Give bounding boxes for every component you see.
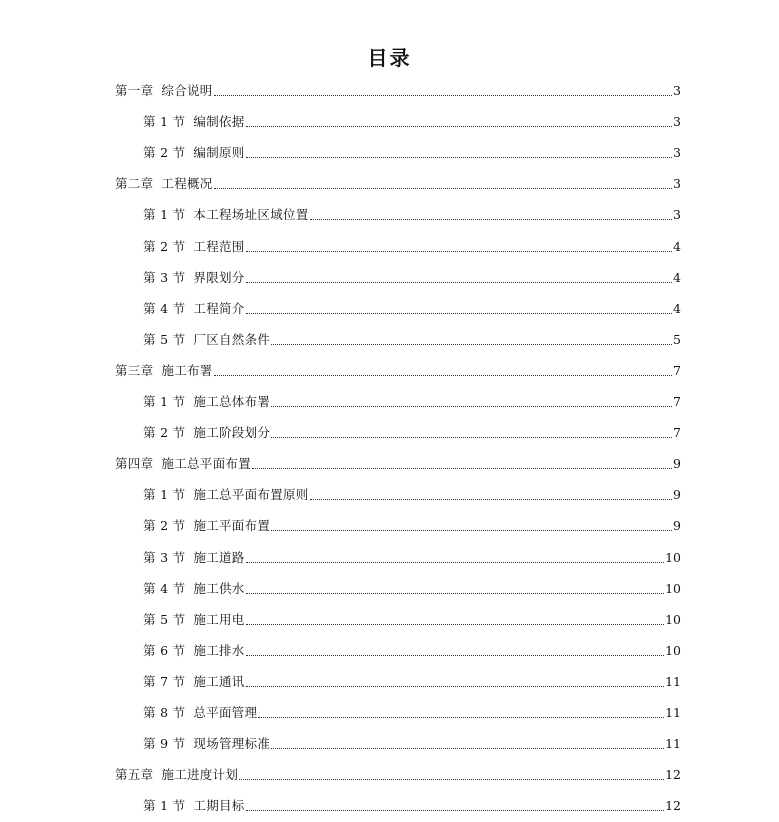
toc-dot-leader	[271, 530, 672, 531]
toc-entry-number: 第 2 节	[143, 238, 186, 254]
toc-entry-text: 施工进度计划	[161, 767, 239, 783]
toc-entry-text: 现场管理标准	[193, 736, 271, 752]
toc-dot-leader	[246, 686, 664, 687]
toc-dot-leader	[310, 219, 672, 220]
toc-entry-text: 工期目标	[193, 798, 245, 814]
toc-page-number: 3	[673, 83, 681, 98]
toc-section-entry[interactable]	[143, 111, 681, 133]
toc-entry-heading	[143, 391, 270, 413]
toc-section-entry[interactable]	[143, 640, 681, 662]
toc-page-number: 9	[673, 487, 681, 503]
toc-chapter-entry[interactable]	[115, 173, 681, 195]
toc-entry-number: 第 9 节	[143, 736, 186, 752]
toc-page-number: 10	[665, 580, 681, 596]
toc-dot-leader	[310, 499, 672, 500]
toc-section-entry[interactable]	[143, 671, 681, 693]
toc-page-number: 10	[665, 642, 681, 658]
toc-page-number: 4	[673, 300, 681, 316]
toc-page-number: 3	[673, 114, 681, 130]
toc-entry-text: 工程概况	[161, 176, 213, 192]
toc-dot-leader	[214, 95, 672, 96]
toc-entry-heading	[115, 453, 251, 475]
toc-entry-text: 厂区自然条件	[193, 331, 271, 347]
toc-entry-number: 第 1 节	[143, 487, 186, 503]
toc-entry-heading	[143, 702, 257, 724]
toc-entry-number: 第 6 节	[143, 642, 186, 658]
toc-entry-heading	[143, 578, 245, 600]
toc-dot-leader	[246, 810, 664, 811]
toc-entry-heading	[143, 422, 270, 444]
toc-entry-number: 第 2 节	[143, 145, 186, 161]
toc-entry-text: 编制原则	[193, 145, 245, 161]
toc-section-entry[interactable]	[143, 702, 681, 724]
toc-entry-text: 施工布署	[161, 362, 213, 378]
toc-entry-number: 第 1 节	[143, 394, 186, 409]
toc-section-entry[interactable]	[143, 578, 681, 600]
toc-entry-number: 第 1 节	[143, 114, 186, 130]
toc-dot-leader	[239, 779, 664, 780]
toc-entry-text: 施工供水	[193, 580, 245, 596]
toc-entry-heading	[115, 360, 213, 382]
toc-entry-text: 工程简介	[193, 300, 245, 316]
toc-entry-number: 第 4 节	[143, 300, 186, 316]
toc-entry-number: 第 8 节	[143, 705, 186, 720]
toc-dot-leader	[252, 468, 672, 469]
toc-entry-heading	[115, 173, 213, 195]
toc-section-entry[interactable]	[143, 422, 681, 444]
toc-entry-heading	[143, 547, 245, 569]
toc-dot-leader	[246, 282, 672, 283]
toc-entry-text: 施工排水	[193, 642, 245, 658]
toc-entry-number: 第三章	[115, 362, 154, 378]
toc-chapter-entry[interactable]	[115, 764, 681, 786]
toc-dot-leader	[271, 406, 672, 407]
toc-entry-number: 第 1 节	[143, 798, 186, 814]
toc-entry-text: 施工总体布署	[193, 394, 271, 409]
toc-page-number: 12	[665, 767, 681, 783]
toc-entry-text: 编制依据	[193, 114, 245, 130]
toc-entry-heading	[115, 764, 238, 786]
toc-section-entry[interactable]	[143, 298, 681, 320]
toc-entry-number: 第五章	[115, 767, 154, 783]
toc-page-number: 7	[673, 425, 681, 441]
toc-dot-leader	[246, 593, 664, 594]
toc-page-number: 4	[673, 269, 681, 285]
toc-page-number: 3	[673, 176, 681, 192]
toc-dot-leader	[246, 313, 672, 314]
toc-section-entry[interactable]	[143, 142, 681, 164]
toc-entry-heading	[143, 671, 245, 693]
toc-section-entry[interactable]	[143, 733, 681, 755]
toc-entry-heading	[143, 204, 309, 226]
toc-dot-leader	[246, 562, 664, 563]
toc-entry-text: 施工道路	[193, 549, 245, 565]
toc-section-entry[interactable]	[143, 515, 681, 537]
toc-section-entry[interactable]	[143, 795, 681, 817]
toc-entry-heading	[143, 298, 245, 320]
toc-entry-number: 第一章	[115, 83, 154, 98]
toc-entry-heading	[143, 329, 270, 351]
toc-entry-number: 第 2 节	[143, 518, 186, 534]
toc-entry-number: 第二章	[115, 176, 154, 192]
toc-entry-heading	[143, 236, 245, 258]
toc-entry-number: 第 3 节	[143, 269, 186, 285]
toc-section-entry[interactable]	[143, 609, 681, 631]
toc-section-entry[interactable]	[143, 484, 681, 506]
toc-page-number: 7	[673, 394, 681, 409]
toc-page-number: 11	[665, 736, 681, 752]
toc-entry-number: 第 3 节	[143, 549, 186, 565]
toc-entry-number: 第 4 节	[143, 580, 186, 596]
toc-section-entry[interactable]	[143, 204, 681, 226]
toc-entry-number: 第四章	[115, 456, 154, 472]
toc-entry-heading	[143, 484, 309, 506]
toc-title: 目录	[367, 46, 412, 70]
toc-entry-number: 第 5 节	[143, 331, 186, 347]
toc-entry-heading	[143, 267, 245, 289]
toc-entry-text: 施工平面布置	[193, 518, 271, 534]
toc-entry-text: 施工总平面布置原则	[193, 487, 309, 503]
toc-entry-text: 总平面管理	[193, 705, 258, 720]
toc-entry-text: 工程范围	[193, 238, 245, 254]
toc-entry-text: 综合说明	[161, 83, 213, 98]
toc-page-number: 7	[673, 362, 681, 378]
toc-page-number: 10	[665, 611, 681, 627]
toc-entry-heading	[143, 515, 270, 537]
toc-entry-text: 界限划分	[193, 269, 245, 285]
toc-entry-number: 第 5 节	[143, 611, 186, 627]
toc-page-number: 3	[673, 145, 681, 161]
toc-page-number: 10	[665, 549, 681, 565]
toc-entry-heading	[143, 142, 245, 164]
toc-entry-heading	[143, 733, 270, 755]
toc-section-entry[interactable]	[143, 547, 681, 569]
toc-dot-leader	[246, 624, 664, 625]
toc-entry-heading	[115, 80, 213, 102]
toc-page-number: 11	[665, 673, 681, 689]
toc-page-number: 3	[673, 207, 681, 223]
toc-entry-text: 施工总平面布置	[161, 456, 252, 472]
toc-dot-leader	[246, 157, 672, 158]
toc-dot-leader	[246, 655, 664, 656]
toc-section-entry[interactable]	[143, 329, 681, 351]
toc-entry-number: 第 7 节	[143, 673, 186, 689]
toc-page-number: 9	[673, 456, 681, 472]
toc-entry-heading	[143, 609, 245, 631]
toc-section-entry[interactable]	[143, 267, 681, 289]
toc-chapter-entry[interactable]	[115, 360, 681, 382]
toc-page-number: 9	[673, 518, 681, 534]
toc-dot-leader	[271, 437, 672, 438]
toc-dot-leader	[271, 748, 664, 749]
toc-entry-text: 施工用电	[193, 611, 245, 627]
toc-page-number: 4	[673, 238, 681, 254]
toc-page-number: 12	[665, 798, 681, 814]
toc-chapter-entry[interactable]	[115, 453, 681, 475]
toc-entry-heading	[143, 640, 245, 662]
toc-entry-heading	[143, 111, 245, 133]
toc-dot-leader	[246, 251, 672, 252]
toc-entry-number: 第 2 节	[143, 425, 186, 441]
toc-entry-text: 本工程场址区域位置	[193, 207, 309, 223]
toc-dot-leader	[214, 375, 672, 376]
toc-page-number: 11	[665, 705, 681, 720]
toc-section-entry[interactable]	[143, 236, 681, 258]
toc-page-number: 5	[673, 331, 681, 347]
toc-entry-number: 第 1 节	[143, 207, 186, 223]
toc-entry-heading	[143, 795, 245, 817]
toc-dot-leader	[271, 344, 672, 345]
toc-chapter-entry[interactable]	[115, 80, 681, 102]
toc-dot-leader	[258, 717, 664, 718]
toc-dot-leader	[246, 126, 672, 127]
toc-entry-text: 施工阶段划分	[193, 425, 271, 441]
toc-dot-leader	[214, 188, 672, 189]
toc-section-entry[interactable]	[143, 391, 681, 413]
toc-entry-text: 施工通讯	[193, 673, 245, 689]
